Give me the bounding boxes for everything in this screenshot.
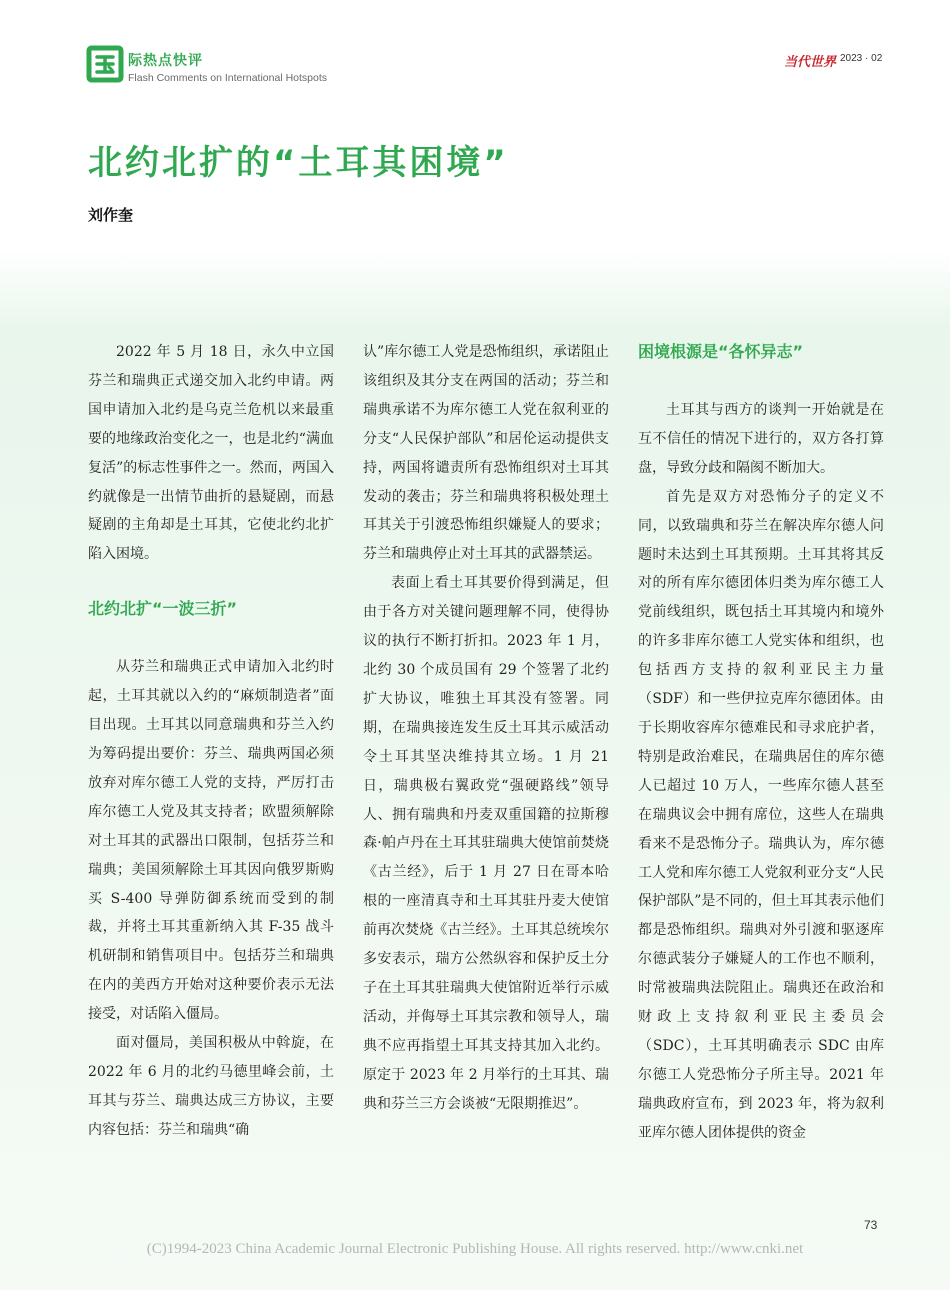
section-logo-icon [84, 44, 124, 84]
section-heading: 困境根源是“各怀异志” [638, 342, 804, 361]
paragraph: 2022 年 5 月 18 日，永久中立国芬兰和瑞典正式递交加入北约申请。两国申请加入北约是乌克兰危机以来最重要的地缘政治变化之一，也是北约“满血复活”的标志性事件之一。然而，两国入约就像是一出情节曲折的悬疑剧，而悬疑剧的主角却是土耳其，它使北约北扩陷入困境。 [88, 344, 334, 563]
paragraph: 土耳其与西方的谈判一开始就是在互不信任的情况下进行的，双方各打算盘，导致分歧和隔阂不断加大。 [638, 402, 884, 476]
paragraph: 从芬兰和瑞典正式申请加入北约时起，土耳其就以入约的“麻烦制造者”面目出现。土耳其以同意瑞典和芬兰入约为筹码提出要价：芬兰、瑞典两国必须放弃对库尔德工人党的支持，严厉打击库尔德工人党及其支持者；欧盟须解除对土耳其的武器出口限制，包括芬兰和瑞典；美国须解除土耳其因向俄罗斯购买 S-400 导弹防御系统而受到的制裁，并将土耳其重新纳入其 F-35 战斗机研制和销售项目中。包括芬兰和瑞典在内的美西方开始对这种要价表示无法接受，对话陷入僵局。 [88, 659, 334, 1023]
paragraph: 认”库尔德工人党是恐怖组织，承诺阻止该组织及其分支在两国的活动；芬兰和瑞典承诺不为库尔德工人党在叙利亚的分支“人民保护部队”和居伦运动提供支持，两国将谴责所有恐怖组织对土耳其发动的袭击；芬兰和瑞典将积极处理土耳其关于引渡恐怖组织嫌疑人的要求；芬兰和瑞典停止对土耳其的武器禁运。 [363, 344, 609, 563]
text-column-3 [638, 338, 884, 1148]
paragraph: 首先是双方对恐怖分子的定义不同，以致瑞典和芬兰在解决库尔德人问题时未达到土耳其预期。土耳其将其反对的所有库尔德团体归类为库尔德工人党前线组织，既包括土耳其境内和境外的许多非库尔德工人党实体和组织，也包括西方支持的叙利亚民主力量（SDF）和一些伊拉克库尔德团体。由于长期收容库尔德难民和寻求庇护者，特别是政治难民，在瑞典居住的库尔德人已超过 10 万人，一些库尔德人甚至在瑞典议会中拥有席位，这些人在瑞典看来不是恐怖分子。瑞典认为，库尔德工人党和库尔德工人党叙利亚分支“人民保护部队”是不同的，但土耳其表示他们都是恐怖组织。瑞典对外引渡和驱逐库尔德武装分子嫌疑人的工作也不顺利，时常被瑞典法院阻止。瑞典还在政治和财政上支持叙利亚民主委员会（SDC），土耳其明确表示 SDC 由库尔德工人党恐怖分子所主导。2021 年瑞典政府宣布，到 2023 年，将为叙利亚库尔德人团体提供的资金 [638, 488, 884, 1141]
text-column-1 [88, 338, 334, 1145]
issue-number: 2023 · 02 [840, 53, 883, 64]
section-title-en: Flash Comments on International Hotspots [128, 72, 328, 84]
article-title: 北约北扩的“土耳其困境” [88, 143, 509, 183]
paragraph: 表面上看土耳其要价得到满足，但由于各方对关键问题理解不同，使得协议的执行不断打折扣。2023 年 1 月，北约 30 个成员国有 29 个签署了北约扩大协议，唯独土耳其没有签署。同期，在瑞典接连发生反土耳其示威活动令土耳其坚决维持其立场。1 月 21 日，瑞典极右翼政党“强硬路线”领导人、拥有瑞典和丹麦双重国籍的拉斯穆森·帕卢丹在土耳其驻瑞典大使馆前焚烧《古兰经》，后于 1 月 27 日在哥本哈根的一座清真寺和土耳其驻丹麦大使馆前再次焚烧《古兰经》。土耳其总统埃尔多安表示，瑞方公然纵容和保护反土分子在土耳其驻瑞典大使馆附近举行示威活动，并侮辱土耳其宗教和领导人，瑞典不应再指望土耳其支持其加入北约。原定于 2023 年 2 月举行的土耳其、瑞典和芬兰三方会谈被“无限期推迟”。 [363, 575, 609, 1112]
magazine-logo: 当代世界 [784, 55, 837, 70]
text-column-2 [363, 338, 609, 1118]
page-number: 73 [864, 1218, 878, 1232]
paragraph: 面对僵局，美国积极从中斡旋，在 2022 年 6 月的北约马德里峰会前，土耳其与芬兰、瑞典达成三方协议，主要内容包括：芬兰和瑞典“确 [88, 1035, 334, 1138]
section-title-cn: 际热点快评 [128, 53, 203, 69]
section-heading: 北约北扩“一波三折” [88, 599, 238, 619]
article-author: 刘作奎 [88, 206, 134, 224]
copyright-footer: (C)1994-2023 China Academic Journal Electronic Publishing House. All rights reserved. http://www.cnki.net [146, 1241, 804, 1257]
